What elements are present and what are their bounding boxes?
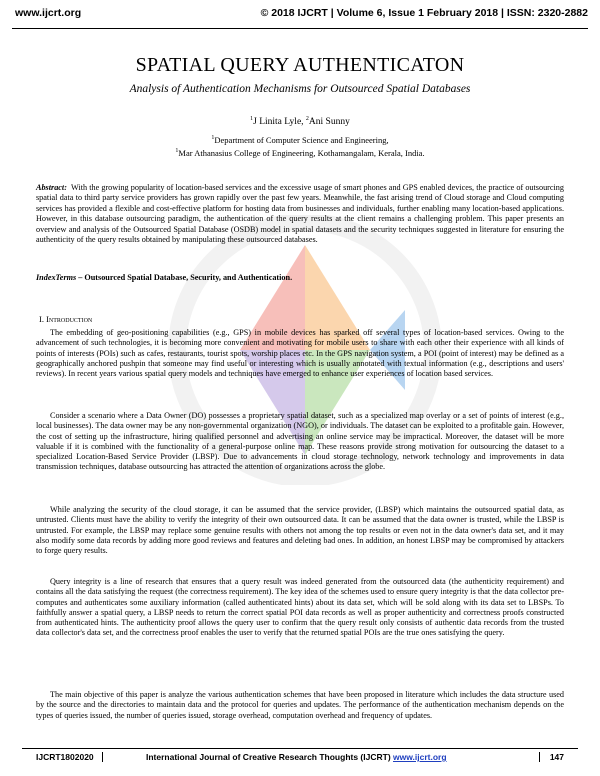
header-issue-line: © 2018 IJCRT | Volume 6, Issue 1 February 2018 | ISSN: 2320-2882 bbox=[260, 7, 588, 19]
affiliation-department bbox=[0, 135, 600, 145]
affiliation-2-sup: 1 bbox=[175, 148, 179, 155]
section-number: I. bbox=[39, 314, 44, 324]
page-header bbox=[12, 4, 588, 29]
paper-subtitle: Analysis of Authentication Mechanisms for Outsourced Spatial Databases bbox=[129, 83, 471, 95]
affiliation-college bbox=[0, 148, 600, 158]
footer-journal-link[interactable]: www.ijcrt.org bbox=[393, 752, 447, 762]
affiliation-1-sup: 1 bbox=[211, 135, 215, 142]
author-2-name: Ani Sunny bbox=[308, 117, 350, 128]
index-terms-text: – Outsourced Spatial Database, Security, and Authentication. bbox=[76, 273, 293, 282]
affiliation-1-text: Department of Computer Science and Engineering, bbox=[214, 135, 389, 145]
header-site[interactable]: www.ijcrt.org bbox=[15, 7, 82, 19]
abstract-text: With the growing popularity of location-based services and the excessive usage of smart phones and GPS enabled devices, the practice of outsourcing spatial data to third party service providers has grown rapidly over the past few years. Meanwhile, the fast arising trend of Cloud storage and Cloud computing services has provided a flexible and cost-effective platform for hosting data from businesses and individuals, further enabling many location-based applications. However, in this database outsourcing paradigm, the authentication of the query results at the client remains a challenging problem. This paper presents an overview and analysis of the Outsourced Spatial Database (OSDB) model in spatial datasets and the security techniques suggested in literature for ensuring the authenticity of the query results obtained by manipulating these outsourced databases. bbox=[36, 183, 564, 245]
authors-line bbox=[0, 116, 600, 127]
abstract bbox=[36, 183, 564, 245]
intro-paragraph-3: While analyzing the security of the cloud storage, it can be assumed that the service provider, (LBSP) which maintains the outsourced spatial data, as untrusted. Clients must have the ability to verify the integrity of their own outsourced data. It can be assumed that the data owner is trusted, while the LBSP is untrusted. For example, the LBSP may replace some genuine results with others not among the top results or even not in the data owner's data set, and it may also modify some data records by adding more good reviews and features and deleting bad ones. In addition, an honest LBSP may be compromised by attackers to forge query results. bbox=[36, 505, 564, 556]
abstract-label: Abstract: bbox=[36, 183, 67, 192]
paper-title: SPATIAL QUERY AUTHENTICATON bbox=[135, 54, 465, 76]
footer-journal bbox=[146, 752, 447, 762]
affiliation-2-text: Mar Athanasius College of Engineering, Kothamangalam, Kerala, India. bbox=[178, 148, 425, 158]
intro-paragraph-4: Query integrity is a line of research that ensures that a query result was indeed generated from the outsourced data (the authenticity requirement) and contains all the data satisfying the request (the correctness requirement). The key idea of the schemes used to ensure query integrity is that the data collector pre-computes and authenticates some auxiliary information (called authenticated hints) about its data set, which will be sold along with its data set to LBSPs. To faithfully answer a spatial query, a LBSP needs to return the correct spatial POI data records as well as proper authenticity and correctness proofs constructed from authenticated hints. The authenticity proof allows the query user to confirm that the query result only consists of authentic data records from the trusted data collector's data set, and the correctness proof enables the user to verify that the returned spatial POIs are the true ones satisfying the query. bbox=[36, 577, 564, 638]
section-heading-introduction bbox=[39, 314, 92, 324]
footer-journal-name: International Journal of Creative Research Thoughts (IJCRT) bbox=[146, 752, 394, 762]
intro-paragraph-2: Consider a scenario where a Data Owner (DO) possesses a proprietary spatial dataset, such as a specialized map overlay or a set of points of interest (e.g., local businesses). The data owner may be any non-governmental organization (NGO), or individuals. The dataset can be exploited to a profitable gain. However, the cost of setting up the infrastructure, hiring qualified personnel and advertising an online service may be impractical. Moreover, the dataset will be more valuable if it is combined with the functionality of a general-purpose online map. These reasons provide strong motivation for outsourcing the dataset to a specialized Location-Based Service Provider (LBSP). Due to advancements in cloud storage technology, network technology and improvements in data transmission techniques, database outsourcing has attracted the attention of organizations across the globe. bbox=[36, 411, 564, 472]
author-1-sup: 1 bbox=[250, 116, 254, 122]
author-2-sup: 2 bbox=[305, 116, 309, 122]
intro-paragraph-1: The embedding of geo-positioning capabilities (e.g., GPS) in mobile devices has sparked off several types of location-based services. Owing to the advancement of such technologies, it is becoming more convenient and motivating for mobile users to share with each other their experience with all kinds of points of interests (POIs) such as cafes, restaurants, tourist spots, worship places etc. In the GPS navigation system, a POI (point of interest) may be defined as a geographically anchored pushpin that someone may find useful or interesting which is usually annotated with textual information (e.g., descriptions and users' reviews). In recent years various spatial query models and techniques have emerged to enhance user experiences of location based services. bbox=[36, 328, 564, 379]
section-title: Introduction bbox=[46, 314, 93, 324]
intro-paragraph-5: The main objective of this paper is analyze the various authentication schemes that have been proposed in literature which includes the data structure used by the source and the directories to maintain data and the protocol for queries and updates. The performance of the authentication mechanism depends on the types of queries issued, the number of queries issued, storage overhead, computation overhead and frequency of updates. bbox=[36, 690, 564, 720]
index-terms bbox=[36, 273, 564, 282]
index-terms-label: IndexTerms bbox=[36, 273, 77, 282]
author-1-name: J Linita Lyle, bbox=[253, 117, 306, 128]
footer-page-number: 147 bbox=[539, 752, 564, 762]
page-footer bbox=[22, 748, 578, 765]
footer-paper-id: IJCRT1802020 bbox=[36, 752, 103, 762]
